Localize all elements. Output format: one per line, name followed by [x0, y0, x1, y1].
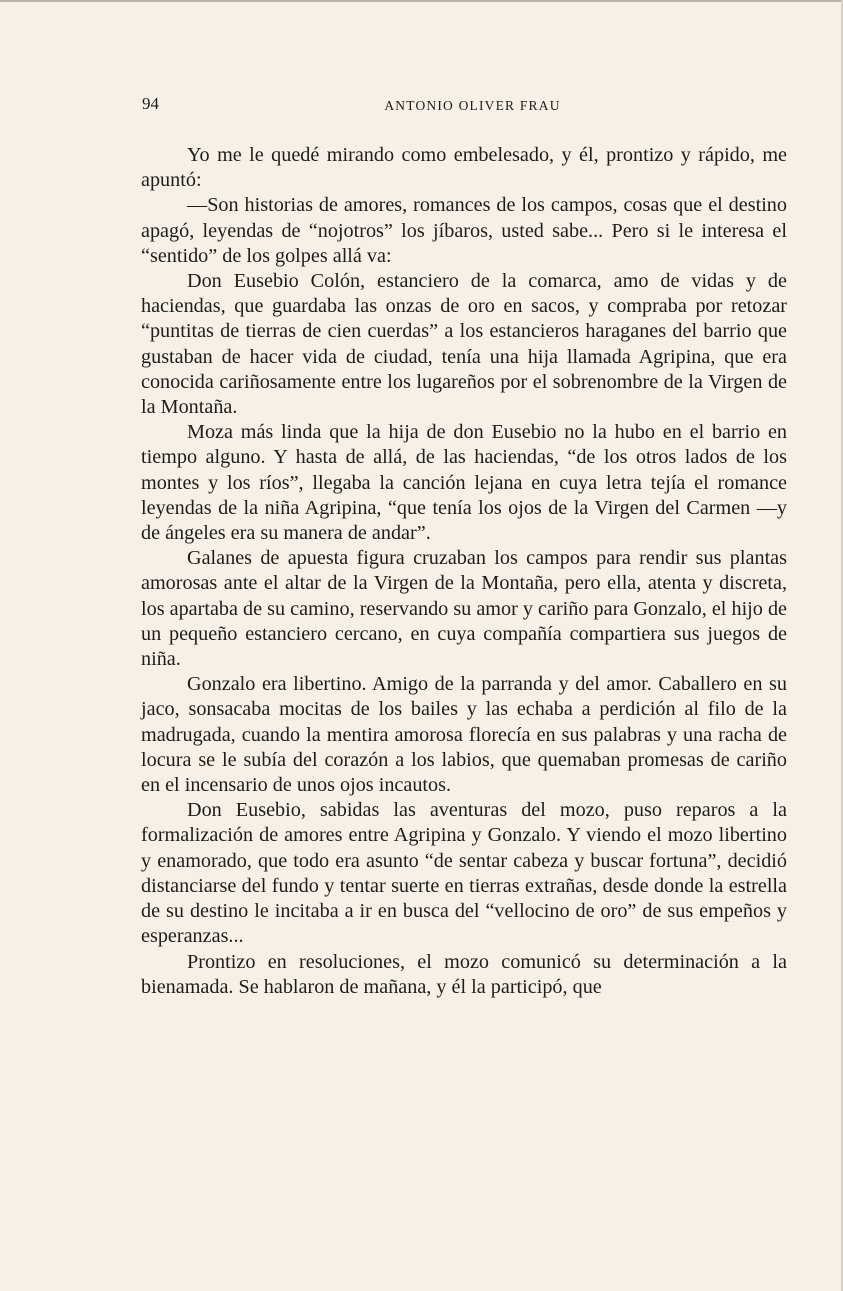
paragraph: Gonzalo era libertino. Amigo de la parranda y del amor. Caballero en su jaco, sonsacaba mocitas de los bailes y las echaba a perdición al filo de la madrugada, cuando la mentira amorosa florecía en sus palabras y una racha de locura se le subía del corazón a los labios, que quemaban promesas de cariño en el incensario de unos ojos incautos. — [141, 673, 787, 797]
paragraph: Don Eusebio Colón, estanciero de la comarca, amo de vidas y de haciendas, que guardaba las onzas de oro en sacos, y compraba por retozar “puntitas de tierras de cien cuerdas” a los estancieros haraganes del barrio que gustaban de hacer vida de ciudad, tenía una hija llamada Agripina, que era conocida cariñosamente entre los lugareños por el sobrenombre de la Virgen de la Montaña. — [141, 270, 787, 419]
paragraph: Prontizo en resoluciones, el mozo comunicó su determinación a la bienamada. Se hablaron de mañana, y él la participó, que — [141, 950, 787, 998]
page-number: 94 — [142, 94, 159, 113]
page-header — [142, 94, 787, 118]
paragraph: —Son historias de amores, romances de los campos, cosas que el destino apagó, leyendas de “nojotros” los jíbaros, usted sabe... Pero si le interesa el “sentido” de los golpes allá va: — [141, 194, 787, 267]
page-top-edge — [0, 0, 843, 2]
paragraph: Don Eusebio, sabidas las aventuras del mozo, puso reparos a la formalización de amores entre Agripina y Gonzalo. Y viendo el mozo libertino y enamorado, que todo era asunto “de sentar cabeza y buscar fortuna”, decidió distanciarse del fundo y tentar suerte en tierras extrañas, desde donde la estrella de su destino le incitaba a ir en busca del “vellocino de oro” de sus empeños y esperanzas... — [141, 799, 787, 948]
paragraph: Moza más linda que la hija de don Eusebio no la hubo en el barrio en tiempo alguno. Y hasta de allá, de las haciendas, “de los otros lados de los montes y los ríos”, llegaba la canción lejana en cuya letra tejía el romance leyendas de la niña Agripina, “que tenía los ojos de la Virgen del Carmen —y de ángeles era su manera de andar”. — [141, 421, 787, 545]
body-text — [141, 143, 787, 1000]
paragraph: Galanes de apuesta figura cruzaban los campos para rendir sus plantas amorosas ante el altar de la Virgen de la Montaña, pero ella, atenta y discreta, los apartaba de su camino, reservando su amor y cariño para Gonzalo, el hijo de un pequeño estanciero cercano, en cuya compañía compartiera sus juegos de niña. — [141, 547, 787, 671]
paragraph: Yo me le quedé mirando como embelesado, y él, prontizo y rápido, me apuntó: — [141, 144, 787, 192]
running-head: ANTONIO OLIVER FRAU — [384, 98, 561, 113]
